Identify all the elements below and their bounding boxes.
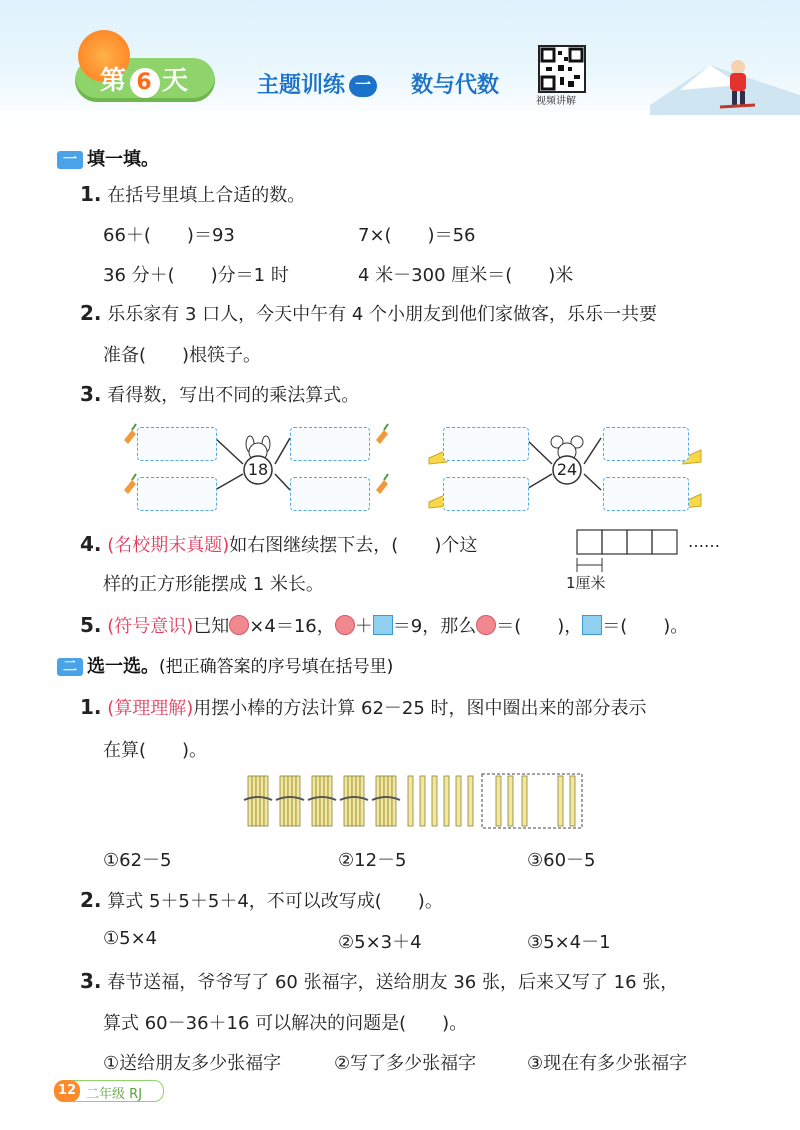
question-text-cont: 在算( )。 bbox=[103, 740, 208, 761]
topic-prefix: 主题训练 bbox=[257, 73, 346, 98]
option-b[interactable]: ②写了多少张福字 bbox=[334, 1053, 477, 1074]
option-c[interactable]: ③5×4－1 bbox=[527, 932, 611, 953]
question-text: 已知 bbox=[193, 616, 230, 637]
question-text: 乐乐家有 3 口人，今天中午有 4 个小朋友到他们家做客，乐乐一共要 bbox=[107, 304, 658, 325]
section2-note: (把正确答案的序号填在括号里) bbox=[159, 657, 394, 677]
question-text: ＝( )。 bbox=[602, 616, 689, 637]
option-a[interactable]: ①5×4 bbox=[103, 928, 158, 949]
question-text-cont: 准备( )根筷子。 bbox=[103, 345, 262, 366]
question-number: 2. bbox=[80, 301, 102, 325]
question-text: ＝( )， bbox=[496, 616, 583, 637]
question-number: 3. bbox=[80, 382, 102, 406]
qr-label: 视频讲解 bbox=[536, 96, 576, 107]
option-a[interactable]: ①62－5 bbox=[103, 850, 172, 871]
section1-title: 填一填。 bbox=[87, 149, 159, 170]
day-number: 6 bbox=[130, 68, 160, 98]
carrot-icon bbox=[124, 474, 136, 494]
carrot-icon bbox=[376, 474, 388, 494]
topic-number: 一 bbox=[349, 75, 377, 97]
option-a[interactable]: ①送给朋友多少张福字 bbox=[103, 1053, 282, 1074]
topic-title bbox=[257, 68, 499, 99]
circle-symbol-icon bbox=[335, 615, 355, 635]
question-text: 如右图继续摆下去，( )个这 bbox=[229, 535, 478, 556]
skier-mountain-icon bbox=[650, 55, 800, 115]
option-c[interactable]: ③60－5 bbox=[527, 850, 596, 871]
center-number-left: 18 bbox=[247, 460, 269, 479]
question-text-cont: 样的正方形能摆成 1 米长。 bbox=[103, 574, 324, 595]
ruler-label: 1厘米 bbox=[566, 574, 606, 592]
question-1-4 bbox=[80, 531, 477, 557]
question-tag: (算理理解) bbox=[107, 698, 194, 719]
option-b[interactable]: ②5×3＋4 bbox=[338, 932, 422, 953]
question-text: 算式 5＋5＋5＋4，不可以改写成( )。 bbox=[107, 891, 443, 912]
equation-1b: 7×( )＝56 bbox=[358, 225, 476, 246]
question-number: 4. bbox=[80, 532, 102, 556]
answer-box[interactable] bbox=[137, 477, 217, 511]
question-text: 春节送福，爷爷写了 60 张福字，送给朋友 36 张，后来又写了 16 张， bbox=[107, 972, 679, 993]
stick-bundle bbox=[280, 776, 300, 826]
question-2-1 bbox=[80, 694, 647, 720]
question-tag: (名校期末真题) bbox=[107, 535, 230, 556]
question-number: 5. bbox=[80, 613, 102, 637]
square-symbol-icon bbox=[373, 615, 393, 635]
question-number: 1. bbox=[80, 182, 102, 206]
question-text: ＝9，那么 bbox=[392, 616, 477, 637]
circle-symbol-icon bbox=[229, 615, 249, 635]
day-title bbox=[100, 60, 190, 98]
question-1-1 bbox=[80, 181, 305, 207]
circle-symbol-icon bbox=[476, 615, 496, 635]
section2-title: 选一选。 bbox=[87, 656, 159, 677]
question-2-2 bbox=[80, 887, 443, 913]
stick-bundle bbox=[376, 776, 396, 826]
question-1-2 bbox=[80, 300, 657, 326]
carrot-icon bbox=[376, 424, 388, 444]
section2-tag: 二 bbox=[57, 658, 83, 676]
answer-box[interactable] bbox=[603, 477, 689, 511]
equation-1a: 66＋( )＝93 bbox=[103, 225, 235, 246]
answer-box[interactable] bbox=[603, 427, 689, 461]
edition-text: RJ bbox=[129, 1087, 143, 1102]
ellipsis: …… bbox=[688, 532, 720, 551]
section1-tag: 一 bbox=[57, 151, 83, 169]
sticks-diagram bbox=[240, 772, 585, 830]
topic-name: 数与代数 bbox=[411, 73, 500, 98]
center-number-right: 24 bbox=[556, 460, 578, 479]
question-text: 在括号里填上合适的数。 bbox=[107, 185, 306, 206]
square-symbol-icon bbox=[582, 615, 602, 635]
question-number: 1. bbox=[80, 695, 102, 719]
question-tag: (符号意识) bbox=[107, 616, 194, 637]
qr-code-icon[interactable] bbox=[538, 45, 586, 93]
answer-box[interactable] bbox=[290, 477, 370, 511]
answer-box[interactable] bbox=[290, 427, 370, 461]
grade-text: 二年级 bbox=[86, 1087, 126, 1102]
question-number: 2. bbox=[80, 888, 102, 912]
squares-diagram bbox=[575, 528, 685, 578]
page-number: 12 bbox=[54, 1080, 80, 1102]
option-b[interactable]: ②12－5 bbox=[338, 850, 407, 871]
question-1-3 bbox=[80, 381, 359, 407]
answer-box[interactable] bbox=[443, 477, 529, 511]
question-text: ×4＝16， bbox=[249, 616, 335, 637]
question-2-3 bbox=[80, 968, 678, 994]
question-text: 看得数，写出不同的乘法算式。 bbox=[107, 385, 360, 406]
carrot-icon bbox=[124, 424, 136, 444]
question-1-5 bbox=[80, 612, 688, 638]
stick-bundle bbox=[248, 776, 268, 826]
question-text: ＋ bbox=[354, 616, 373, 637]
equation-1c: 36 分＋( )分＝1 时 bbox=[103, 265, 289, 286]
question-text-cont: 算式 60－36＋16 可以解决的问题是( )。 bbox=[103, 1013, 468, 1034]
stick-bundle bbox=[312, 776, 332, 826]
stick-bundle bbox=[344, 776, 364, 826]
question-text: 用摆小棒的方法计算 62－25 时，图中圈出来的部分表示 bbox=[193, 698, 647, 719]
answer-box[interactable] bbox=[443, 427, 529, 461]
section1-heading bbox=[57, 145, 159, 171]
grade-label bbox=[86, 1083, 142, 1102]
question-number: 3. bbox=[80, 969, 102, 993]
day-prefix: 第 bbox=[100, 66, 129, 96]
answer-box[interactable] bbox=[137, 427, 217, 461]
equation-1d: 4 米－300 厘米＝( )米 bbox=[358, 265, 574, 286]
option-c[interactable]: ③现在有多少张福字 bbox=[527, 1053, 688, 1074]
day-suffix: 天 bbox=[162, 66, 191, 96]
section2-heading bbox=[57, 652, 393, 678]
